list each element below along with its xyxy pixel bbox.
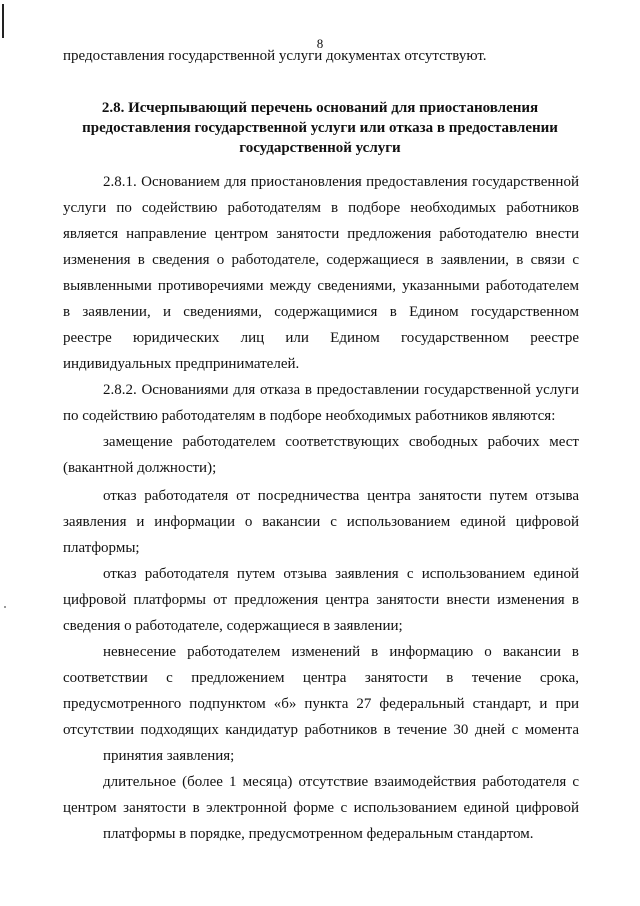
section-heading-line-2: предоставления государственной услуги или отказа в предоставлении — [82, 120, 558, 136]
paragraph-line: индивидуальных предпринимателей. — [63, 356, 300, 372]
paragraph-line: 2.8.1. Основанием для приостановления предоставления государственной — [103, 174, 579, 190]
paragraph-line: по содействию работодателям в подборе необходимых работников являются: — [63, 408, 556, 424]
list-item-line: платформы в порядке, предусмотренном федеральным стандартом. — [103, 826, 534, 842]
list-item-line: предусмотренного подпунктом «б» пункта 27 федеральный стандарт, и при — [63, 696, 579, 712]
section-heading-line-1: 2.8. Исчерпывающий перечень оснований для приостановления — [101, 100, 539, 116]
list-item-line: принятия заявления; — [103, 748, 235, 764]
section-heading-line-3: государственной услуги — [239, 140, 401, 156]
list-item-line: невнесение работодателем изменений в информацию о вакансии в — [103, 644, 579, 660]
paragraph-line: изменения в сведения о работодателе, содержащиеся в заявлении, в связи с — [63, 252, 579, 268]
list-item-line: отказ работодателя путем отзыва заявления с использованием единой — [103, 566, 579, 582]
list-item-line: платформы; — [63, 540, 140, 556]
list-item-line: соответствии с предложением центра занятости в течение срока, — [63, 670, 579, 686]
paragraph-line: является направление центром занятости предложения работодателю внести — [63, 226, 579, 242]
page-number: 8 — [316, 36, 324, 51]
list-item-line: заявления и информации о вакансии с использованием единой цифровой — [63, 514, 579, 530]
paragraph-line: выявленными противоречиями между сведениями, указанными работодателем — [63, 278, 579, 294]
scan-edge-mark — [2, 4, 4, 38]
paragraph-line: реестре юридических лиц или Едином государственном реестре — [63, 330, 579, 346]
list-item-line: центром занятости в электронной форме с использованием единой цифровой — [63, 800, 579, 816]
list-item-line: отказ работодателя от посредничества центра занятости путем отзыва — [103, 488, 579, 504]
intro-line: предоставления государственной услуги документах отсутствуют. — [63, 48, 487, 64]
list-item-line: отсутствии подходящих кандидатур работников в течение 30 дней с момента — [63, 722, 579, 738]
paragraph-line: 2.8.2. Основаниями для отказа в предоставлении государственной услуги — [103, 382, 579, 398]
paragraph-line: услуги по содействию работодателям в подборе необходимых работников — [63, 200, 579, 216]
list-item-line: цифровой платформы от предложения центра занятости внести изменения в — [63, 592, 579, 608]
list-item-line: длительное (более 1 месяца) отсутствие взаимодействия работодателя с — [103, 774, 579, 790]
paragraph-line: в заявлении, и сведениями, содержащимися в Едином государственном — [63, 304, 579, 320]
list-item-line: (вакантной должности); — [63, 460, 217, 476]
list-item-line: замещение работодателем соответствующих свободных рабочих мест — [103, 434, 579, 450]
scan-speck — [4, 606, 6, 608]
list-item-line: сведения о работодателе, содержащиеся в заявлении; — [63, 618, 403, 634]
